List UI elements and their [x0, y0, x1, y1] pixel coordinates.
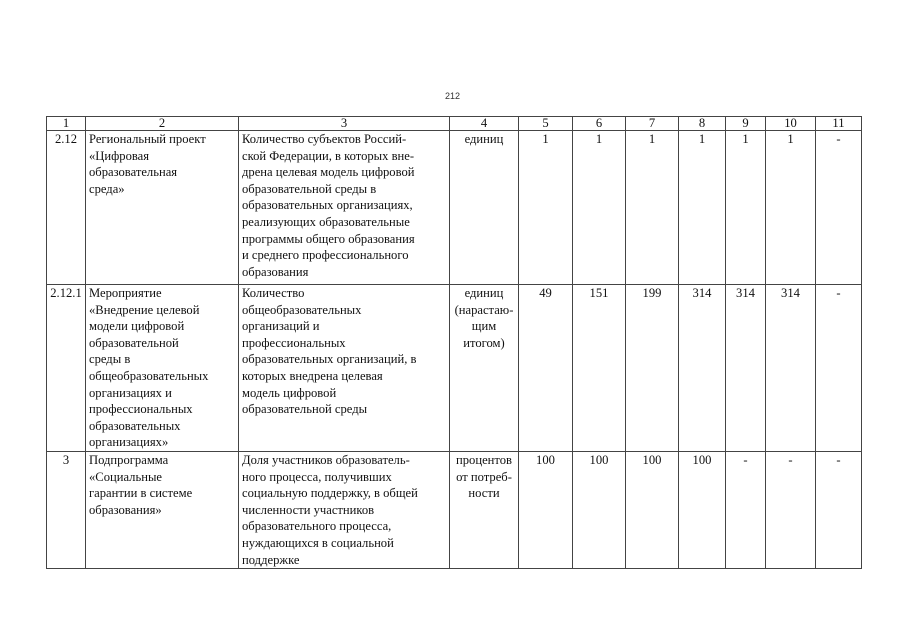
column-header-7: 7 [626, 117, 679, 131]
column-header-8: 8 [679, 117, 726, 131]
row-value: 1 [766, 131, 816, 285]
row-value: 199 [626, 285, 679, 452]
row-name: Подпрограмма «Социальные гарантии в системе образования» [86, 451, 239, 568]
row-unit: единиц (нарастаю- щим итогом) [450, 285, 519, 452]
indicators-table [46, 116, 862, 569]
row-value: 100 [679, 451, 726, 568]
row-value: 49 [519, 285, 573, 452]
row-value: 100 [626, 451, 679, 568]
row-value: 1 [573, 131, 626, 285]
column-header-2: 2 [86, 117, 239, 131]
column-header-3: 3 [239, 117, 450, 131]
row-indicator: Количество общеобразовательных организаций и профессиональных образовательных организаций, в которых внедрена целевая модель цифровой образовательной среды [239, 285, 450, 452]
row-value: - [816, 451, 862, 568]
column-header-1: 1 [47, 117, 86, 131]
column-header-5: 5 [519, 117, 573, 131]
row-value: - [726, 451, 766, 568]
row-value: 314 [766, 285, 816, 452]
row-value: 1 [626, 131, 679, 285]
row-indicator: Доля участников образователь- ного процесса, получивших социальную поддержку, в общей численности участников образовательного процесса, нуждающихся в социальной поддержке [239, 451, 450, 568]
column-header-10: 10 [766, 117, 816, 131]
row-unit: процентов от потреб- ности [450, 451, 519, 568]
row-name: Мероприятие «Внедрение целевой модели цифровой образовательной среды в общеобразовательных организациях и профессиональных образовательных организациях» [86, 285, 239, 452]
row-value: 100 [573, 451, 626, 568]
page-number: 212 [444, 91, 461, 101]
row-value: 1 [726, 131, 766, 285]
row-value: 100 [519, 451, 573, 568]
row-value: 1 [519, 131, 573, 285]
column-header-6: 6 [573, 117, 626, 131]
row-number: 3 [47, 451, 86, 568]
table-row [47, 451, 862, 568]
table-row [47, 285, 862, 452]
row-value: 151 [573, 285, 626, 452]
row-value: - [816, 285, 862, 452]
row-value: - [816, 131, 862, 285]
row-value: 314 [726, 285, 766, 452]
row-number: 2.12.1 [47, 285, 86, 452]
column-header-11: 11 [816, 117, 862, 131]
table-row [47, 131, 862, 285]
row-name: Региональный проект «Цифровая образовательная среда» [86, 131, 239, 285]
column-header-9: 9 [726, 117, 766, 131]
row-indicator: Количество субъектов Россий- ской Федерации, в которых вне- дрена целевая модель цифровой образовательной среды в образовательных организациях, реализующих образовательные программы общего образования и среднего профессионального образования [239, 131, 450, 285]
row-value: 314 [679, 285, 726, 452]
header-row [47, 117, 862, 131]
row-number: 2.12 [47, 131, 86, 285]
row-value: - [766, 451, 816, 568]
row-value: 1 [679, 131, 726, 285]
column-header-4: 4 [450, 117, 519, 131]
row-unit: единиц [450, 131, 519, 285]
